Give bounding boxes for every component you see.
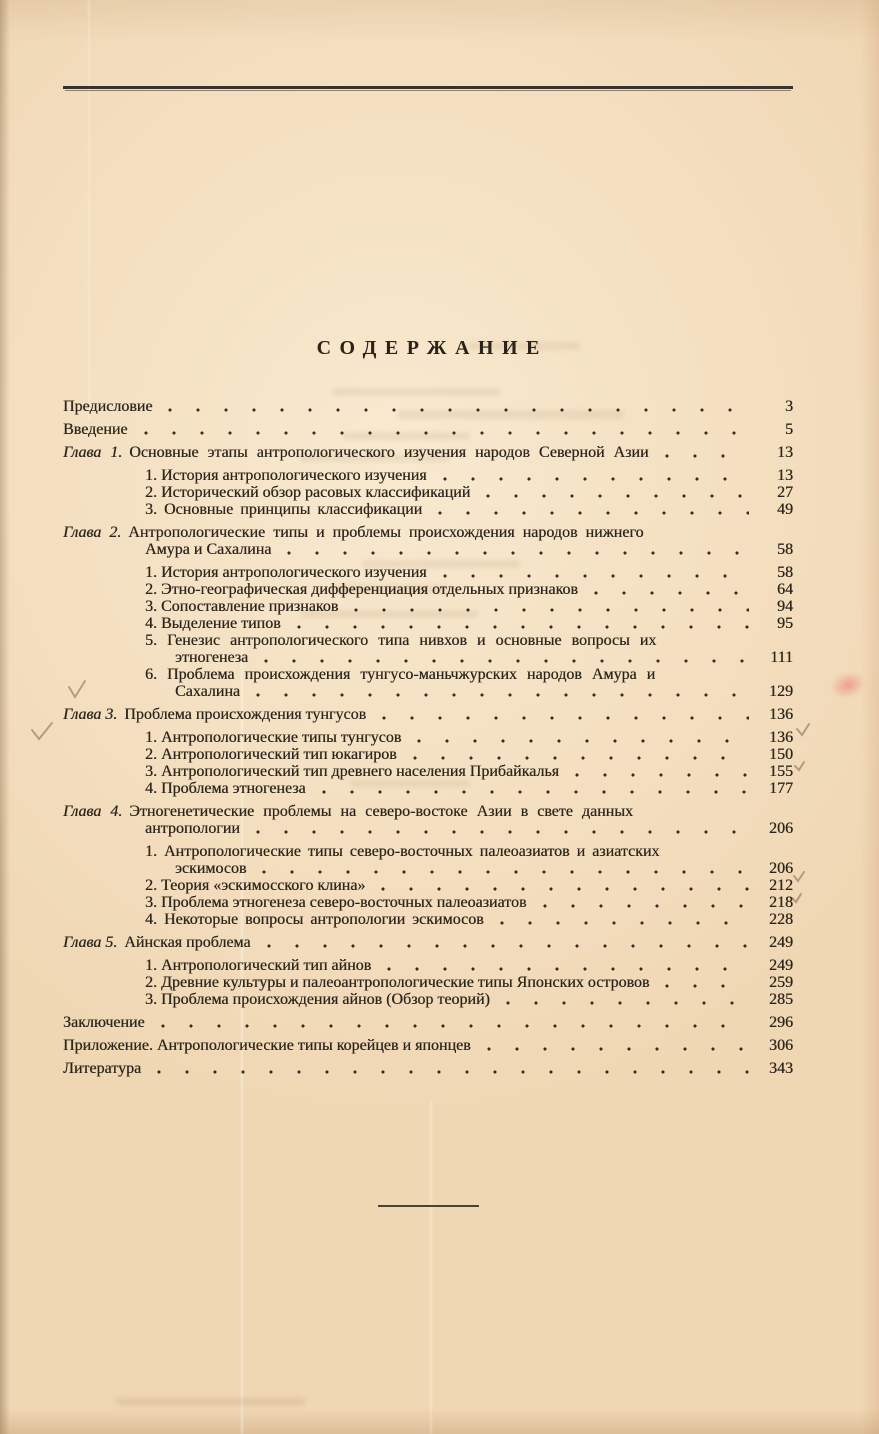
chapter-prefix: Глава 1. <box>63 444 123 461</box>
page-number: 343 <box>769 1060 793 1077</box>
toc-entry-line <box>63 820 793 837</box>
chapter-title-text: Айнская проблема <box>124 934 251 951</box>
chapter-title-text: Проблема происхождения тунгусов <box>124 706 367 723</box>
toc-entry <box>63 957 793 974</box>
page-number: 306 <box>769 1037 793 1054</box>
toc-entry-text <box>63 803 633 820</box>
toc-entry-text: 3. Антропологический тип древнего населения Прибайкалья <box>145 763 560 780</box>
page-number: 206 <box>769 860 793 877</box>
toc-entry <box>63 398 793 415</box>
chapter-prefix: Глава 4. <box>63 803 123 820</box>
page-number: 218 <box>769 894 793 911</box>
toc-entry-text: 2. Антропологический тип юкагиров <box>145 746 397 763</box>
page-number: 285 <box>769 991 793 1008</box>
toc-entry-text: 2. Исторический обзор расовых классификаций <box>145 484 471 501</box>
page-number: 249 <box>769 934 793 951</box>
toc-entry <box>63 934 793 951</box>
toc-entry-text: 6. Проблема происхождения тунгусо-маньчжурских народов Амура и <box>145 666 656 683</box>
table-of-contents <box>63 398 793 1077</box>
toc-entry <box>63 803 793 837</box>
toc-entry-text: этногенеза <box>175 649 249 666</box>
toc-entry-text: Предисловие <box>63 398 153 415</box>
dot-leader <box>482 493 749 499</box>
toc-entry <box>63 991 793 1008</box>
dot-leader <box>590 590 749 596</box>
toc-entry-text: 5. Генезис антропологического типа нивхов и основные вопросы их <box>145 632 657 649</box>
toc-entry-text: Заключение <box>63 1014 145 1031</box>
page-number: 58 <box>777 541 793 558</box>
toc-entry-text: 3. Основные принципы классификации <box>145 501 423 518</box>
dot-leader <box>409 755 749 761</box>
dot-leader <box>378 715 749 721</box>
dot-leader <box>439 573 749 579</box>
toc-entry <box>63 1037 793 1054</box>
toc-entry <box>63 615 793 632</box>
page-title: СОДЕРЖАНИЕ <box>316 337 548 359</box>
page-number: 177 <box>769 780 793 797</box>
toc-entry-text: Литература <box>63 1060 142 1077</box>
page-number: 111 <box>770 649 793 666</box>
toc-entry-line <box>63 632 793 649</box>
toc-entry <box>63 564 793 581</box>
section-end-rule <box>378 1205 479 1207</box>
chapter-title-text: Этногенетические проблемы на северо-востоке Азии в свете данных <box>129 803 633 820</box>
toc-entry <box>63 1014 793 1031</box>
page-number: 206 <box>769 820 793 837</box>
toc-entry <box>63 894 793 911</box>
dot-leader <box>502 1000 749 1006</box>
toc-entry-line <box>63 683 793 700</box>
dot-leader <box>377 886 749 892</box>
toc-entry-text: 2. Древние культуры и палеоантропологические типы Японских островов <box>145 974 650 991</box>
page-number: 49 <box>777 501 793 518</box>
dot-leader <box>263 943 749 949</box>
page-number: 13 <box>777 467 793 484</box>
toc-entry-text: 1. Антропологические типы северо-восточных палеоазиатов и азиатских <box>145 843 660 860</box>
pencil-checkmark-icon <box>795 722 811 737</box>
toc-entry-text: 3. Проблема этногенеза северо-восточных палеоазиатов <box>145 894 527 911</box>
toc-entry-text: Сахалина <box>175 683 241 700</box>
page-number: 150 <box>769 746 793 763</box>
dot-leader <box>413 738 749 744</box>
page-number: 94 <box>777 598 793 615</box>
toc-entry <box>63 1060 793 1077</box>
toc-entry-text <box>63 934 251 951</box>
dot-leader <box>434 510 749 516</box>
dot-leader <box>439 476 749 482</box>
page-number: 64 <box>777 581 793 598</box>
toc-entry <box>63 974 793 991</box>
pink-smudge-artifact <box>827 667 869 703</box>
toc-entry <box>63 666 793 700</box>
toc-entry <box>63 763 793 780</box>
dot-leader <box>661 453 749 459</box>
dot-leader <box>539 903 749 909</box>
dot-leader <box>661 983 749 989</box>
pencil-checkmark-icon <box>29 720 55 742</box>
toc-entry <box>63 467 793 484</box>
page-number: 95 <box>777 615 793 632</box>
toc-entry-text: 4. Выделение типов <box>145 615 281 632</box>
dot-leader <box>283 550 749 556</box>
toc-entry <box>63 706 793 723</box>
dot-leader <box>140 430 750 436</box>
page-number: 136 <box>769 706 793 723</box>
page-number: 212 <box>769 877 793 894</box>
toc-entry <box>63 632 793 666</box>
toc-entry-text: 1. История антропологического изучения <box>145 564 427 581</box>
toc-entry <box>63 501 793 518</box>
toc-entry-text: 3. Проблема происхождения айнов (Обзор теорий) <box>145 991 490 1008</box>
toc-entry <box>63 877 793 894</box>
toc-entry <box>63 746 793 763</box>
page-number: 296 <box>769 1014 793 1031</box>
dot-leader <box>350 607 749 613</box>
toc-entry <box>63 843 793 877</box>
dot-leader <box>260 658 749 664</box>
page-number: 259 <box>769 974 793 991</box>
toc-entry-line <box>63 860 793 877</box>
toc-entry-text: 1. Антропологический тип айнов <box>145 957 372 974</box>
toc-entry <box>63 484 793 501</box>
dot-leader <box>153 1069 749 1075</box>
chapter-title-text: Антропологические типы и проблемы происхождения народов нижнего <box>128 524 644 541</box>
page-number: 249 <box>769 957 793 974</box>
toc-entry-text: 2. Теория «эскимосского клина» <box>145 877 366 894</box>
dot-leader <box>157 1023 749 1029</box>
toc-entry <box>63 598 793 615</box>
toc-entry <box>63 581 793 598</box>
chapter-prefix: Глава 3. <box>63 706 118 723</box>
dot-leader <box>258 869 749 875</box>
toc-entry-text: антропологии <box>145 820 240 837</box>
toc-entry-text: Приложение. Антропологические типы корейцев и японцев <box>63 1037 471 1054</box>
page-content <box>63 0 793 1207</box>
page-number: 3 <box>785 398 793 415</box>
page-number: 5 <box>785 421 793 438</box>
toc-entry-line <box>63 649 793 666</box>
toc-entry-text: 4. Некоторые вопросы антропологии эскимосов <box>145 911 484 928</box>
toc-entry-text: Введение <box>63 421 128 438</box>
dot-leader <box>164 407 749 413</box>
page-number: 136 <box>769 729 793 746</box>
toc-entry-text: Амура и Сахалина <box>145 541 272 558</box>
toc-entry-text: 1. Антропологические типы тунгусов <box>145 729 402 746</box>
toc-entry-text: 1. История антропологического изучения <box>145 467 427 484</box>
page-number: 228 <box>769 911 793 928</box>
dot-leader <box>383 966 749 972</box>
toc-entry-text: 2. Этно-географическая дифференциация отдельных признаков <box>145 581 578 598</box>
toc-entry <box>63 524 793 558</box>
toc-entry-text: 4. Проблема этногенеза <box>145 780 306 797</box>
toc-entry <box>63 780 793 797</box>
toc-entry-line <box>63 843 793 860</box>
toc-entry-text: 3. Сопоставление признаков <box>145 598 339 615</box>
pencil-checkmark-icon <box>792 870 806 883</box>
dot-leader <box>483 1046 749 1052</box>
dot-leader <box>318 789 749 795</box>
toc-entry <box>63 729 793 746</box>
toc-entry-line <box>63 541 793 558</box>
page-number: 129 <box>769 683 793 700</box>
dot-leader <box>496 920 749 926</box>
toc-entry <box>63 444 793 461</box>
toc-entry-text <box>63 706 366 723</box>
smudge-artifact <box>115 1398 305 1405</box>
dot-leader <box>252 829 749 835</box>
dot-leader <box>293 624 749 630</box>
chapter-prefix: Глава 5. <box>63 934 118 951</box>
page-number: 58 <box>777 564 793 581</box>
chapter-prefix: Глава 2. <box>63 524 122 541</box>
pencil-checkmark-icon <box>793 760 806 772</box>
toc-entry <box>63 911 793 928</box>
toc-entry-text <box>63 524 644 541</box>
page-number: 13 <box>777 444 793 461</box>
page-number: 155 <box>769 763 793 780</box>
toc-entry <box>63 421 793 438</box>
dot-leader <box>252 692 749 698</box>
toc-entry-text <box>63 444 649 461</box>
chapter-title-text: Основные этапы антропологического изучения народов Северной Азии <box>129 444 649 461</box>
toc-entry-line <box>63 524 793 541</box>
toc-entry-line <box>63 666 793 683</box>
page-number: 27 <box>777 484 793 501</box>
toc-entry-text: эскимосов <box>175 860 247 877</box>
top-rule <box>63 86 793 89</box>
dot-leader <box>571 772 749 778</box>
toc-entry-line <box>63 803 793 820</box>
